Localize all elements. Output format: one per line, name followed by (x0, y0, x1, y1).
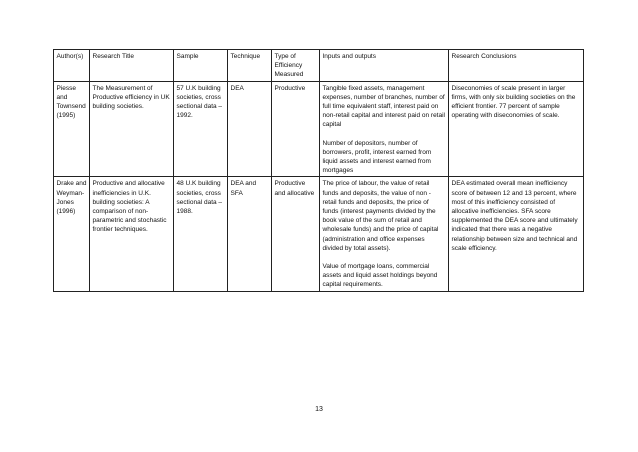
cell-conclusions: Diseconomies of scale present in larger firms, with only six building societies on the efficient frontier. 77 percent of sample operating with diseconomies of scale. (449, 81, 584, 177)
cell-sample: 48 U.K building societies, cross sectional data – 1988. (174, 177, 228, 291)
header-research-title: Research Title (90, 50, 174, 82)
page-number: 13 (315, 406, 323, 413)
cell-author: Piesse and Townsend (1995) (54, 81, 90, 177)
header-sample: Sample (174, 50, 228, 82)
cell-conclusions: DEA estimated overall mean inefficiency score of between 12 and 13 percent, where most of this inefficiency consisted of allocative inefficiencies. SFA score supplemented the DEA score and ultimately indicated that there was a negative relationship between size and technical and scale efficiency. (449, 177, 584, 291)
cell-author: Drake and Weyman-Jones (1996) (54, 177, 90, 291)
cell-title: The Measurement of Productive efficiency in UK building societies. (90, 81, 174, 177)
cell-efficiency: Productive and allocative (272, 177, 320, 291)
outputs-paragraph: Value of mortgage loans, commercial assets and liquid asset holdings beyond capital requirements. (322, 263, 438, 289)
cell-sample: 57 U.K building societies, cross sectional data – 1992. (174, 81, 228, 177)
table-header-row (54, 50, 584, 82)
inputs-paragraph: The price of labour, the value of retail funds and deposits, the value of non - retail funds and deposits, the price of funds (interest payments divided by the book value of the sum of retail and wholesale funds) and the price of capital (administration and office expenses divided by total assets). (322, 180, 439, 252)
table-row (54, 81, 584, 177)
literature-review-table (53, 49, 584, 292)
cell-efficiency: Productive (272, 81, 320, 177)
inputs-paragraph: Tangible fixed assets, management expenses, number of branches, number of full time equivalent staff, interest paid on non-retail capital and interest paid on retail capital (322, 84, 445, 129)
header-research-conclusions: Research Conclusions (449, 50, 584, 82)
cell-title: Productive and allocative inefficiencies in U.K. building societies: A comparison of non-parametric and stochastic frontier techniques. (90, 177, 174, 291)
table-row (54, 177, 584, 291)
cell-inputs-outputs (320, 177, 449, 291)
outputs-paragraph: Number of depositors, number of borrowers, profit, interest earned from liquid assets and interest earned from mortgages (322, 139, 432, 175)
header-author: Author(s) (54, 50, 90, 82)
cell-technique: DEA and SFA (228, 177, 272, 291)
cell-inputs-outputs (320, 81, 449, 177)
header-efficiency-type: Type of Efficiency Measured (272, 50, 320, 82)
header-technique: Technique (228, 50, 272, 82)
cell-technique: DEA (228, 81, 272, 177)
header-inputs-outputs: Inputs and outputs (320, 50, 449, 82)
